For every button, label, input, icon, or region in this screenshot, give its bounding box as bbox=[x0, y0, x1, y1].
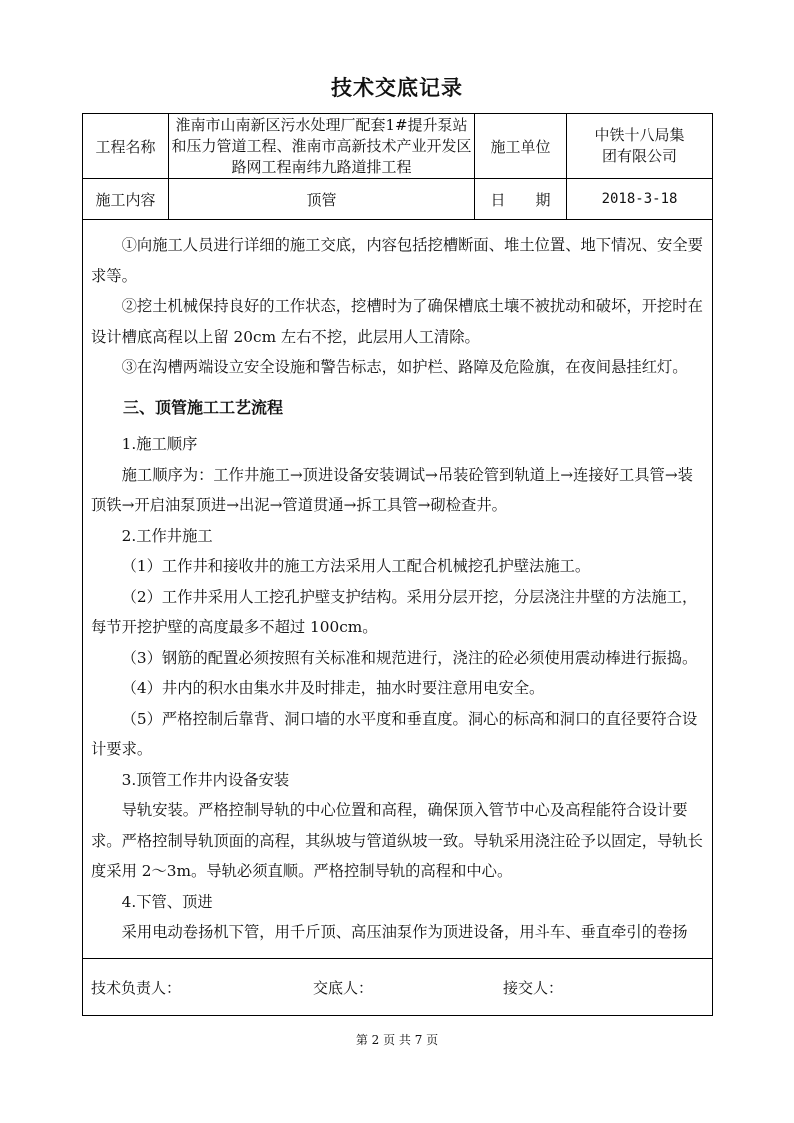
subsection-title-1: 1.施工顺序 bbox=[121, 435, 198, 453]
paragraph-item-3: ③在沟槽两端设立安全设施和警告标志，如护栏、路障及危险旗，在夜间悬挂红灯。 bbox=[121, 358, 688, 376]
project-row bbox=[83, 114, 713, 179]
subsection-item-2-4: （4）井内的积水由集水井及时排走，抽水时要注意用电安全。 bbox=[121, 679, 545, 697]
body-row bbox=[83, 220, 713, 959]
subsection-text-3: 导轨安装。严格控制导轨的中心位置和高程，确保顶入管节中心及高程能符合设计要求。严格控制导轨顶面的高程，其纵坡与管道纵坡一致。导轨采用浇注砼予以固定，导轨长度采用 2～3m。导轨必须直顺。严格控制导轨的高程和中心。 bbox=[91, 801, 703, 880]
construction-content-value: 顶管 bbox=[169, 179, 475, 220]
handover-person-label: 交底人： bbox=[313, 978, 374, 997]
subsection-item-2-1: （1）工作井和接收井的施工方法采用人工配合机械挖孔护壁法施工。 bbox=[121, 557, 591, 575]
project-name-label: 工程名称 bbox=[83, 114, 169, 179]
date-value: 2018-3-18 bbox=[567, 179, 713, 220]
document-title: 技术交底记录 bbox=[331, 75, 463, 100]
subsection-title-4: 4.下管、顶进 bbox=[121, 892, 213, 911]
signature-cell bbox=[83, 959, 713, 1016]
section-heading-3: 三、顶管施工工艺流程 bbox=[123, 397, 284, 417]
subsection-item-2-5: （5）严格控制后靠背、洞口墙的水平度和垂直度。洞心的标高和洞口的直径要符合设计要求。 bbox=[91, 709, 698, 758]
content-row bbox=[83, 179, 713, 220]
construction-content-label: 施工内容 bbox=[83, 179, 169, 220]
subsection-item-2-3: （3）钢筋的配置必须按照有关标准和规范进行，浇注的砼必须使用震动棒进行振捣。 bbox=[121, 648, 698, 667]
project-name-value: 淮南市山南新区污水处理厂配套1#提升泵站和压力管道工程、淮南市高新技术产业开发区路网工程南纬九路道排工程 bbox=[169, 114, 475, 179]
handover-record-table bbox=[82, 113, 713, 1016]
subsection-text-4: 采用电动卷扬机下管，用千斤顶、高压油泵作为顶进设备，用斗车、垂直牵引的卷扬 bbox=[121, 923, 688, 941]
date-label: 日 期 bbox=[475, 179, 567, 220]
handover-content bbox=[83, 220, 713, 959]
subsection-text-1: 施工顺序为：工作井施工→顶进设备安装调试→吊装砼管到轨道上→连接好工具管→装顶铁→开启油泵顶进→出泥→管道贯通→拆工具管→砌检查井。 bbox=[91, 465, 693, 514]
page-number: 第 2 页 共 7 页 bbox=[355, 1033, 439, 1047]
signature-row bbox=[83, 959, 713, 1016]
subsection-title-3: 3.顶管工作井内设备安装 bbox=[121, 770, 290, 789]
paragraph-item-1: ①向施工人员进行详细的施工交底，内容包括挖槽断面、堆土位置、地下情况、安全要求等。 bbox=[91, 236, 703, 285]
construction-unit-label: 施工单位 bbox=[475, 114, 567, 179]
paragraph-item-2: ②挖土机械保持良好的工作状态，挖槽时为了确保槽底土壤不被扰动和破坏，开挖时在设计槽底高程以上留 20cm 左右不挖，此层用人工清除。 bbox=[91, 297, 703, 346]
tech-lead-signature-label: 技术负责人： bbox=[91, 978, 182, 997]
construction-unit-value: 中铁十八局集团有限公司 bbox=[567, 114, 713, 179]
subsection-item-2-2: （2）工作井采用人工挖孔护壁支护结构。采用分层开挖，分层浇注井壁的方法施工，每节开挖护壁的高度最多不超过 100cm。 bbox=[91, 587, 698, 636]
subsection-title-2: 2.工作井施工 bbox=[121, 526, 213, 545]
receiver-label: 接交人： bbox=[503, 978, 564, 997]
